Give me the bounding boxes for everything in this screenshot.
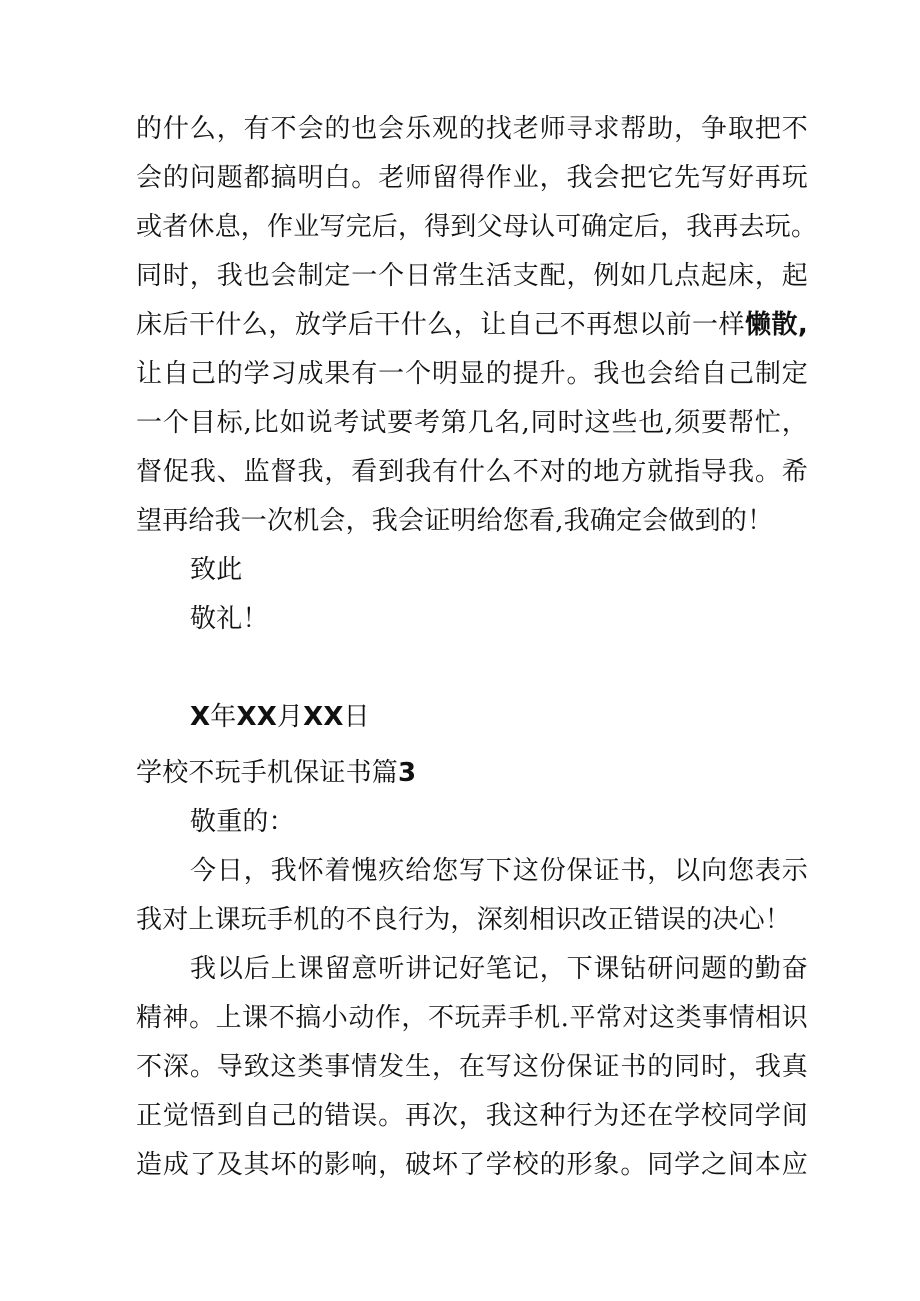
paragraph-line: 督促我、监督我，看到我有什么不对的地方就指导我。希 (136, 457, 808, 487)
paragraph-line: 同时，我也会制定一个日常生活支配，例如几点起床，起 (136, 261, 808, 291)
paragraph-line: 让自己的学习成果有一个明显的提升。我也会给自己制定 (136, 359, 808, 389)
paragraph-line: 会的问题都搞明白。老师留得作业，我会把它先写好再玩 (136, 163, 808, 193)
paragraph-line: 精神。上课不搞小动作，不玩弄手机.平常对这类事情相识 (136, 1003, 808, 1033)
closing-line: 致此 (190, 555, 243, 585)
paragraph-line-with-bold (136, 308, 808, 342)
paragraph-line: 或者休息，作业写完后，得到父母认可确定后，我再去玩。 (136, 212, 818, 242)
paragraph-text: 床后干什么，放学后干什么，让自己不再想以前一样 (136, 310, 745, 340)
paragraph-line: 一个目标,比如说考试要考第几名,同时这些也,须要帮忙， (136, 408, 808, 438)
paragraph-line: 我对上课玩手机的不良行为，深刻相识改正错误的决心！ (136, 905, 792, 935)
paragraph-line: 不深。导致这类事情发生，在写这份保证书的同时，我真 (136, 1052, 808, 1082)
paragraph-line: 的什么，有不会的也会乐观的找老师寻求帮助，争取把不 (136, 114, 808, 144)
paragraph-line: 造成了及其坏的影响，破坏了学校的形象。同学之间本应 (136, 1150, 808, 1180)
date-day-placeholder: XX (303, 702, 344, 732)
date-month: 月 (276, 702, 304, 732)
closing-line: 敬礼！ (190, 604, 269, 634)
paragraph-line: 望再给我一次机会，我会证明给您看,我确定会做到的！ (136, 506, 774, 536)
date-month-placeholder: XX (236, 702, 277, 732)
date-line (190, 700, 370, 734)
section-title-text: 学校不玩手机保证书篇 (136, 758, 399, 788)
paragraph-line: 正觉悟到自己的错误。再次，我这种行为还在学校同学间 (136, 1101, 808, 1131)
date-year: 年 (210, 702, 237, 732)
paragraph-line: 今日，我怀着愧疚给您写下这份保证书，以向您表示 (190, 856, 808, 886)
section-number: 3 (398, 758, 417, 788)
paragraph-line: 我以后上课留意听讲记好笔记，下课钻研问题的勤奋 (190, 954, 808, 984)
date-x: X (190, 702, 211, 732)
date-day: 日 (343, 702, 370, 732)
bold-text: 懒散, (744, 310, 808, 340)
salutation: 敬重的： (190, 807, 295, 837)
section-title (136, 756, 416, 790)
